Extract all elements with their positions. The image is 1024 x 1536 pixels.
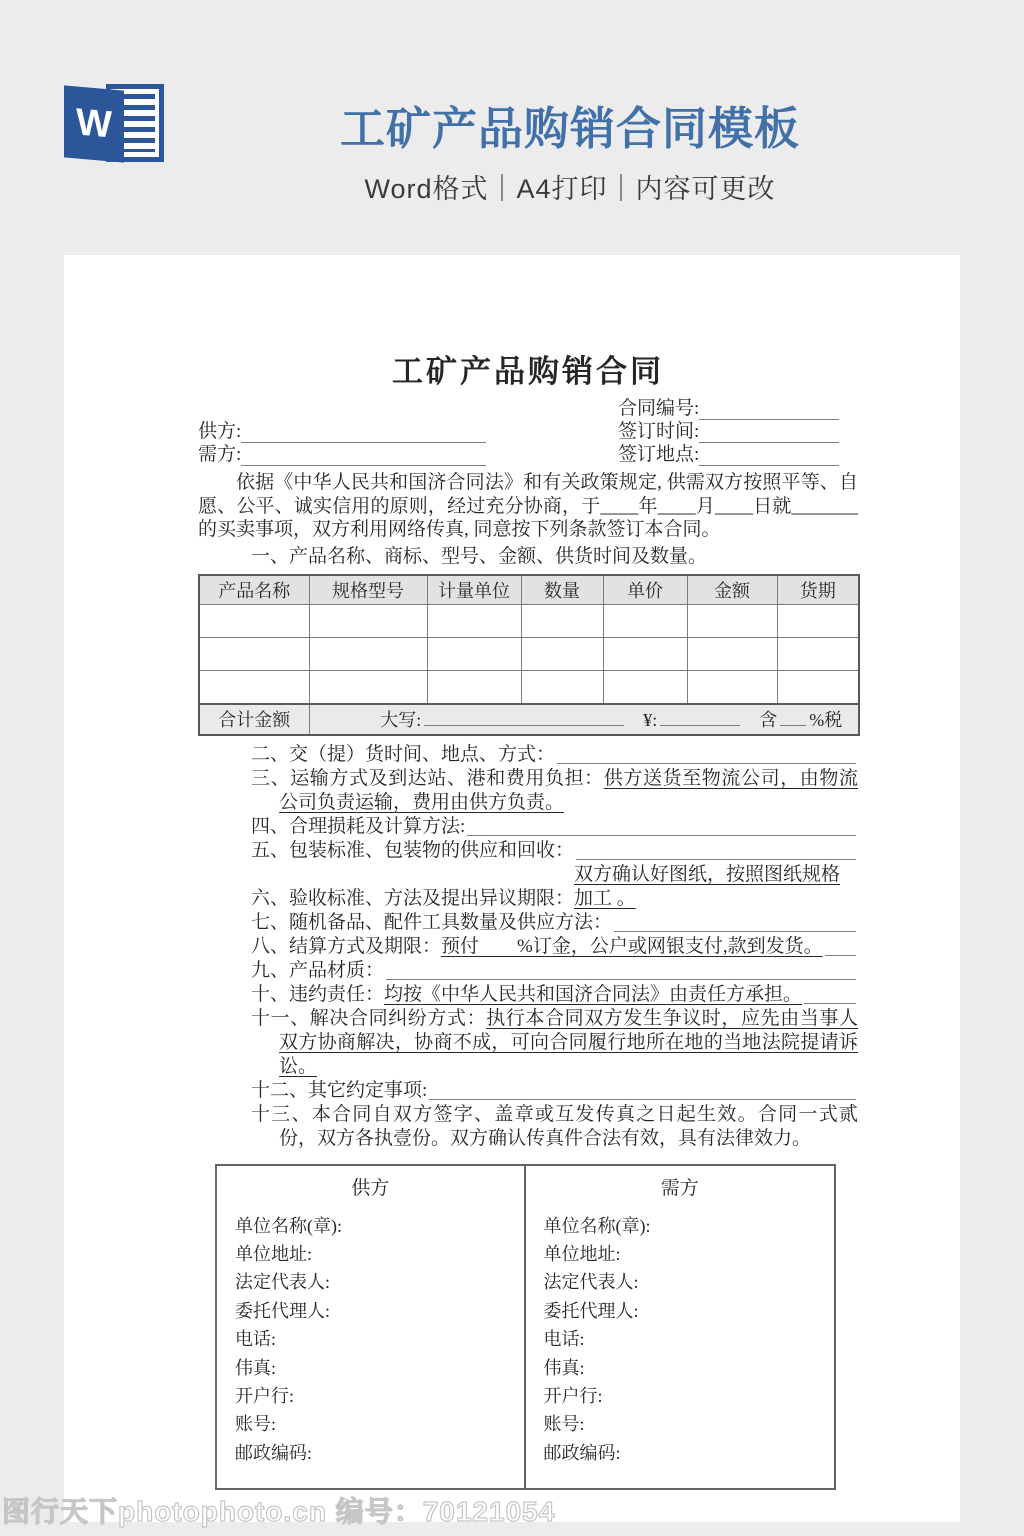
column-header: 货期 — [777, 575, 859, 605]
buyer-blank — [241, 447, 486, 466]
signature-field-label: 账号: — [235, 1414, 277, 1435]
clause-text: 六、验收标准、方法及提出异议期限： — [251, 887, 575, 909]
blank-line — [467, 816, 856, 836]
template-subtitle: Word格式｜A4打印｜内容可更改 — [364, 174, 776, 204]
signature-field-label: 单位名称(章): — [235, 1215, 342, 1236]
buyer-label: 需方: — [198, 444, 242, 465]
signature-field-label: 电话: — [543, 1329, 585, 1350]
sign-place-blank — [699, 447, 839, 466]
empty-cell — [603, 605, 687, 638]
clause-filled-value: 双方确认好图纸，按照图纸规格加工 。 — [574, 863, 841, 909]
word-logo-w: W — [64, 85, 124, 162]
clause-filled-value: 预付 %订金，公户或网银支付,款到发货。 — [441, 935, 823, 957]
clause-text: 二、交（提）货时间、地点、方式： — [251, 743, 556, 765]
clause-filled-value: 均按《中华人民共和国济合同法》由责任方承担。 — [384, 983, 803, 1005]
daxie-blank — [424, 707, 624, 726]
clause-text: 三、运输方式及到达站、港和费用负担： — [251, 767, 604, 789]
clause-item — [251, 911, 858, 935]
empty-cell — [199, 638, 309, 671]
clause-item — [251, 983, 858, 1007]
clause-item — [198, 767, 858, 815]
tax-prefix: 含 — [759, 710, 778, 730]
contract-number-label: 合同编号: — [618, 398, 700, 419]
column-header: 规格型号 — [309, 575, 427, 605]
clause-text: 四、合理损耗及计算方法: — [251, 815, 466, 837]
empty-cell — [309, 671, 427, 704]
clause-text: 八、结算方式及期限： — [251, 935, 442, 957]
column-header: 产品名称 — [199, 575, 309, 605]
signature-field-label: 开户行: — [543, 1385, 603, 1406]
empty-cell — [521, 605, 603, 638]
product-table-total-row — [199, 704, 859, 735]
clause-item — [251, 743, 858, 767]
empty-cell — [427, 605, 521, 638]
signature-field-label: 单位地址: — [543, 1243, 621, 1264]
signature-field-label: 邮政编码: — [235, 1442, 313, 1463]
party-title: 需方 — [660, 1177, 699, 1199]
signature-box — [215, 1164, 836, 1490]
watermark-text: 图行天下photophoto.cn 编号：70121054 — [2, 1496, 556, 1527]
empty-cell — [777, 638, 859, 671]
clause-list — [198, 743, 858, 1151]
clause-filled-value: 供方送货至物流公司，由物流公司负责运输，费用由供方负责。 — [279, 767, 858, 813]
clause-item — [251, 959, 858, 983]
clause-item — [251, 935, 858, 959]
clause-item — [198, 1007, 858, 1079]
blank-line — [804, 984, 856, 1004]
contract-intro: 依据《中华人民共和国济合同法》和有关政策规定, 供需双方按照平等、自愿、公平、诚实信用的原则，经过充分协商，于____年____月____日就_______的买卖事项，双方利用网络传真, 同意按下列条款签订本合同。 — [198, 472, 858, 540]
tax-blank — [780, 707, 806, 726]
total-detail — [309, 704, 859, 735]
blank-line — [576, 840, 856, 860]
contract-title: 工矿产品购销合同 — [392, 354, 664, 389]
signature-field-label: 伟真: — [235, 1357, 277, 1378]
supplier-blank — [241, 424, 486, 443]
document-page — [64, 255, 960, 1522]
clause-filled-value: 执行本合同双方发生争议时，应先由当事人双方协商解决，协商不成，可向合同履行地所在地的当地法院提请诉讼。 — [279, 1007, 858, 1077]
sign-place-label: 签订地点: — [618, 444, 700, 465]
product-empty-row — [199, 605, 859, 638]
empty-cell — [521, 638, 603, 671]
column-header: 数量 — [521, 575, 603, 605]
signature-field-label: 账号: — [543, 1414, 585, 1435]
signature-column-supplier — [217, 1166, 526, 1488]
product-empty-row — [199, 671, 859, 704]
blank-line — [429, 1080, 856, 1100]
empty-cell — [687, 638, 777, 671]
blank-line — [386, 960, 856, 980]
amount-label: ¥: — [643, 710, 658, 730]
tax-suffix: %税 — [809, 710, 843, 730]
clause-text: 九、产品材质： — [251, 959, 385, 981]
clause-text: 五、包装标准、包装物的供应和回收： — [251, 839, 575, 861]
signature-field-label: 开户行: — [235, 1385, 295, 1406]
clause-text: 十二、其它约定事项: — [251, 1079, 428, 1101]
empty-cell — [603, 671, 687, 704]
empty-cell — [199, 605, 309, 638]
clause-text: 七、随机备品、配件工具数量及供应方法： — [251, 911, 613, 933]
product-table — [198, 574, 860, 736]
total-label: 合计金额 — [199, 704, 309, 735]
signature-field-label: 单位名称(章): — [543, 1215, 651, 1236]
empty-cell — [427, 671, 521, 704]
signature-field-label: 委托代理人: — [543, 1300, 639, 1321]
signature-column-buyer — [526, 1166, 835, 1488]
empty-cell — [309, 605, 427, 638]
contract-number-blank — [699, 401, 839, 420]
empty-cell — [603, 638, 687, 671]
signature-field-label: 法定代表人: — [235, 1272, 331, 1293]
empty-cell — [199, 671, 309, 704]
empty-cell — [777, 671, 859, 704]
daxie-label: 大写: — [380, 710, 422, 730]
column-header: 单价 — [603, 575, 687, 605]
signature-field-label: 邮政编码: — [543, 1442, 621, 1463]
contract-meta — [198, 397, 858, 466]
clause-item — [198, 1103, 858, 1151]
empty-cell — [687, 671, 777, 704]
empty-cell — [777, 605, 859, 638]
clause-item — [251, 839, 858, 863]
amount-blank — [660, 707, 740, 726]
clause-text: 十三、本合同自双方签字、盖章或互发传真之日起生效。合同一式贰份，双方各执壹份。双方确认传真件合法有效，具有法律效力。 — [251, 1103, 858, 1149]
clause-one: 一、产品名称、商标、型号、金额、供货时间及数量。 — [251, 545, 708, 567]
product-table-body — [199, 605, 859, 704]
empty-cell — [309, 638, 427, 671]
sign-time-blank — [699, 424, 839, 443]
clause-text: 十一、解决合同纠纷方式： — [251, 1007, 487, 1029]
clause-text: 十、违约责任： — [251, 983, 385, 1005]
clause-item — [251, 863, 858, 911]
signature-field-label: 伟真: — [543, 1357, 585, 1378]
column-header: 计量单位 — [427, 575, 521, 605]
empty-cell — [521, 671, 603, 704]
clause-item — [251, 1079, 858, 1103]
empty-cell — [427, 638, 521, 671]
supplier-label: 供方: — [198, 421, 242, 442]
blank-line — [557, 744, 856, 764]
signature-field-label: 电话: — [235, 1329, 277, 1350]
product-empty-row — [199, 638, 859, 671]
signature-field-label: 委托代理人: — [235, 1300, 331, 1321]
empty-cell — [687, 605, 777, 638]
promo-header — [0, 0, 1024, 255]
template-title: 工矿产品购销合同模板 — [339, 103, 800, 154]
sign-time-label: 签订时间: — [618, 421, 700, 442]
signature-field-label: 单位地址: — [235, 1243, 313, 1264]
party-title: 供方 — [351, 1177, 390, 1199]
signature-field-label: 法定代表人: — [543, 1272, 639, 1293]
product-table-header-row — [199, 575, 859, 605]
blank-line — [825, 936, 856, 956]
clause-item — [251, 815, 858, 839]
column-header: 金额 — [687, 575, 777, 605]
blank-line — [614, 912, 856, 932]
